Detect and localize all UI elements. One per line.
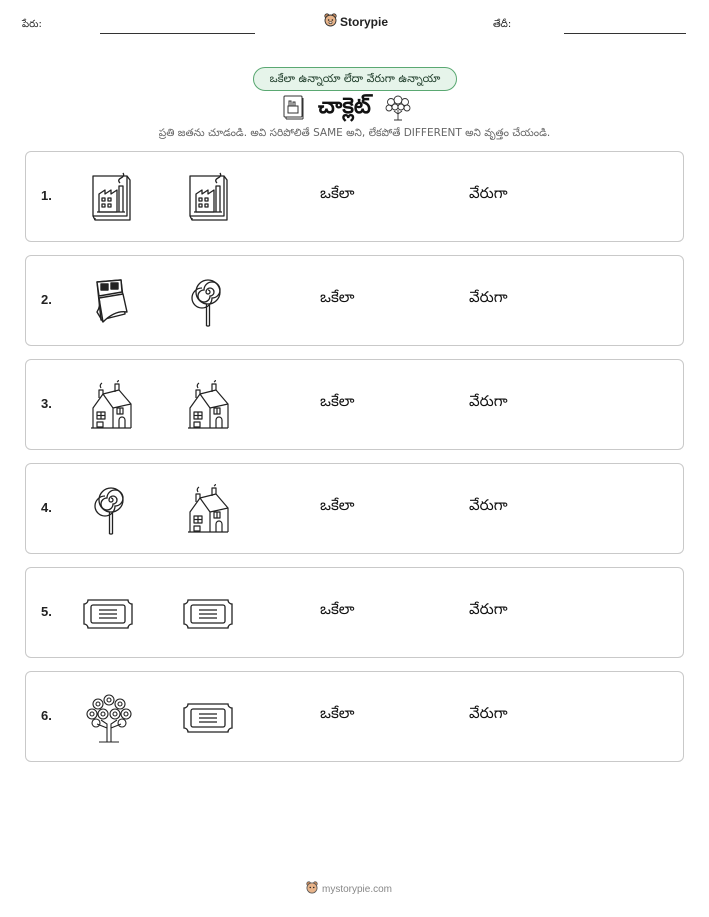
same-option[interactable]: ఒకేలా xyxy=(320,392,355,410)
date-label: తేదీ: xyxy=(493,19,512,30)
question-number: 3. xyxy=(41,396,52,411)
same-option[interactable]: ఒకేలా xyxy=(320,704,355,722)
chocolate-bar-icon xyxy=(85,276,137,328)
ticket-icon xyxy=(182,692,234,744)
question-number: 4. xyxy=(41,500,52,515)
footer xyxy=(306,881,392,897)
date-line[interactable] xyxy=(564,33,686,34)
question-row-4 xyxy=(25,463,684,554)
storypie-bear-icon xyxy=(324,13,337,30)
different-option[interactable]: వేరుగా xyxy=(469,392,508,410)
same-option[interactable]: ఒకేలా xyxy=(320,288,355,306)
same-option[interactable]: ఒకేలా xyxy=(320,600,355,618)
question-number: 6. xyxy=(41,708,52,723)
name-label: పేరు: xyxy=(22,19,42,30)
house-icon xyxy=(182,380,234,432)
lollipop-icon xyxy=(182,276,234,328)
name-line[interactable] xyxy=(100,33,255,34)
question-number: 1. xyxy=(41,188,52,203)
book-icon xyxy=(85,172,137,224)
house-icon xyxy=(182,484,234,536)
house-icon xyxy=(85,380,137,432)
footer-url[interactable]: mystorypie.com xyxy=(322,883,393,895)
different-option[interactable]: వేరుగా xyxy=(469,704,508,722)
book-icon xyxy=(282,94,306,124)
page-title: చాక్లెట్ xyxy=(318,94,371,119)
different-option[interactable]: వేరుగా xyxy=(469,600,508,618)
storypie-bear-icon xyxy=(306,881,318,897)
book-icon xyxy=(182,172,234,224)
ticket-icon xyxy=(182,588,234,640)
same-option[interactable]: ఒకేలా xyxy=(320,496,355,514)
title-row xyxy=(282,92,413,126)
tree-icon xyxy=(383,92,413,126)
ticket-icon xyxy=(82,588,134,640)
different-option[interactable]: వేరుగా xyxy=(469,288,508,306)
brand-name: Storypie xyxy=(340,14,389,29)
same-option[interactable]: ఒకేలా xyxy=(320,184,355,202)
different-option[interactable]: వేరుగా xyxy=(469,184,508,202)
question-number: 5. xyxy=(41,604,52,619)
brand-logo xyxy=(324,13,388,30)
different-option[interactable]: వేరుగా xyxy=(469,496,508,514)
question-number: 2. xyxy=(41,292,52,307)
subtitle-pill: ఒకేలా ఉన్నాయా లేదా వేరుగా ఉన్నాయా xyxy=(253,67,457,91)
question-row-3 xyxy=(25,359,684,450)
tree-icon xyxy=(83,692,135,744)
lollipop-icon xyxy=(85,484,137,536)
question-row-6 xyxy=(25,671,684,762)
question-row-5 xyxy=(25,567,684,658)
instruction-text: ప్రతి జతను చూడండి. అవి సరిపోలితే SAME అని, లేకపోతే DIFFERENT అని వృత్తం చేయండి. xyxy=(158,127,551,139)
question-row-1 xyxy=(25,151,684,242)
question-row-2 xyxy=(25,255,684,346)
